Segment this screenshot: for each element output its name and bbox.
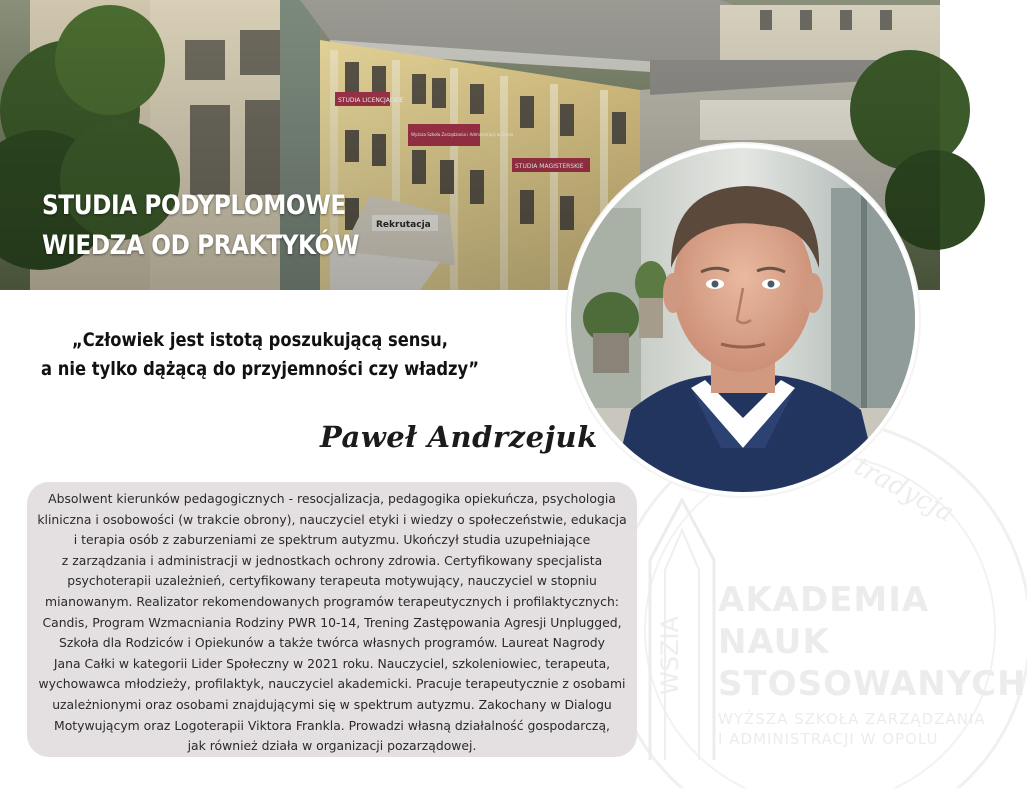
bio-line: kliniczna i osobowości (w trakcie obrony), nauczyciel etyki i wiedzy o społeczeństwie, edukacja [37, 511, 627, 527]
watermark-line3: STOSOWANYCH [718, 664, 1027, 704]
bio-line: wychowawca młodzieży, profilaktyk, nauczyciel akademicki. Pracuje terapeutycznie z osobami [38, 676, 626, 692]
watermark-line4: WYŻSZA SZKOŁA ZARZĄDZANIA [718, 710, 986, 728]
watermark-line1: AKADEMIA [718, 580, 930, 620]
quote-line1: „Człowiek jest istotą poszukującą sensu, [71, 329, 448, 351]
bio-line: z zarządzania i administracji w jednostkach ochrony zdrowia. Certyfikowany specjalista [61, 552, 603, 568]
bio-line: Candis, Program Wzmacniania Rodziny PWR 10-14, Trening Zastępowania Agresji Unplugged, [42, 614, 622, 630]
portrait-frame [567, 144, 919, 496]
watermark-tagline: tradycja [849, 451, 959, 529]
bio-line: psychoterapii uzależnień, certyfikowany terapeuta motywujący, nauczyciel w stopniu [67, 573, 597, 589]
bio-line: Motywującym oraz Logoterapii Viktora Frankla. Prowadzi własną działalność gospodarczą, [54, 717, 610, 733]
watermark-line5: I ADMINISTRACJI W OPOLU [718, 730, 939, 748]
hero-title-line2: WIEDZA OD PRAKTYKÓW [42, 230, 360, 261]
bio-line: mianowanym. Realizator rekomendowanych programów terapeutycznych i profilaktycznych: [45, 593, 619, 609]
bio-line: Jana Całki w kategorii Lider Społeczny w 2021 roku. Nauczyciel, szkoleniowiec, terapeuta, [53, 655, 611, 671]
watermark-line2: NAUK [718, 622, 830, 662]
hero-title-line1: STUDIA PODYPLOMOWE [42, 190, 346, 221]
quote [0, 326, 520, 384]
watermark-vertical: WSZIA [656, 616, 684, 695]
bio-line: uzależnionymi oraz osobami znajdującymi się w spektrum autyzmu. Zakochany w Dialogu [52, 696, 612, 712]
bio-line: i terapia osób z zaburzeniami ze spektrum autyzmu. Ukończył studia uzupełniające [73, 532, 591, 548]
bio-line: Absolwent kierunków pedagogicznych - resocjalizacja, pedagogika opiekuńcza, psychologia [48, 491, 616, 506]
portrait-photo [571, 148, 915, 492]
hero-title [42, 186, 359, 266]
person-name: Paweł Andrzejuk [320, 420, 598, 454]
quote-line2: a nie tylko dążącą do przyjemności czy władzy” [41, 358, 479, 380]
bio-line: jak również działa w organizacji pozarządowej. [187, 738, 477, 754]
bio-box [27, 482, 637, 757]
bio-line: Szkoła dla Rodziców i Opiekunów a także twórca własnych programów. Laureat Nagrody [58, 635, 605, 651]
